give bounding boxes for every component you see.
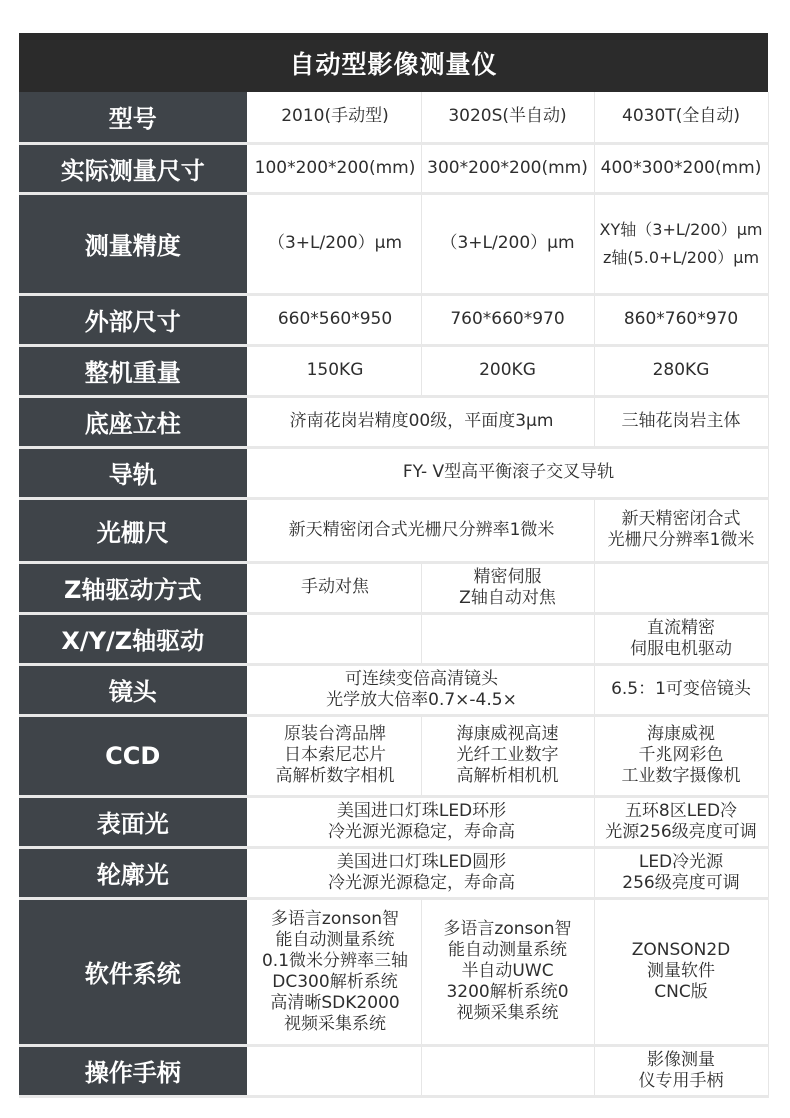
cell-value: 原装台湾品牌 日本索尼芯片 高解析数字相机 xyxy=(248,715,421,796)
row-z-drive xyxy=(19,562,768,613)
row-contour-light xyxy=(19,847,768,898)
cell-value xyxy=(421,613,594,664)
spec-table xyxy=(19,33,769,1098)
row-handle xyxy=(19,1045,768,1096)
table-title: 自动型影像测量仪 xyxy=(19,33,768,92)
cell-value: 多语言zonson智 能自动测量系统 半自动UWC 3200解析系统0 视频采集系统 xyxy=(421,898,594,1045)
cell-value: 海康威视 千兆网彩色 工业数字摄像机 xyxy=(594,715,768,796)
cell-value: 可连续变倍高清镜头 光学放大倍率0.7×-4.5× xyxy=(248,664,594,715)
cell-value: 精密伺服 Z轴自动对焦 xyxy=(421,562,594,613)
cell-value: 影像测量 仪专用手柄 xyxy=(594,1045,768,1096)
cell-value: 3020S(半自动) xyxy=(421,92,594,143)
row-label: 表面光 xyxy=(19,796,248,847)
cell-value: 400*300*200(mm) xyxy=(594,143,768,193)
cell-value: LED冷光源 256级亮度可调 xyxy=(594,847,768,898)
row-software xyxy=(19,898,768,1045)
cell-value: 150KG xyxy=(248,345,421,396)
row-label: 镜头 xyxy=(19,664,248,715)
row-label: 整机重量 xyxy=(19,345,248,396)
row-label: X/Y/Z轴驱动 xyxy=(19,613,248,664)
cell-value: 美国进口灯珠LED圆形 冷光源光源稳定，寿命高 xyxy=(248,847,594,898)
cell-value: 660*560*950 xyxy=(248,294,421,345)
cell-value: ZONSON2D 测量软件 CNC版 xyxy=(594,898,768,1045)
row-model xyxy=(19,92,768,143)
cell-value: 4030T(全自动) xyxy=(594,92,768,143)
cell-value: 五环8区LED冷 光源256级亮度可调 xyxy=(594,796,768,847)
row-label: 操作手柄 xyxy=(19,1045,248,1096)
row-weight xyxy=(19,345,768,396)
cell-value: 200KG xyxy=(421,345,594,396)
cell-value: XY轴（3+L/200）μm z轴(5.0+L/200）μm xyxy=(594,193,768,294)
title-row xyxy=(19,33,768,92)
cell-value xyxy=(248,1045,421,1096)
row-measure-size xyxy=(19,143,768,193)
row-label: 型号 xyxy=(19,92,248,143)
cell-value: 280KG xyxy=(594,345,768,396)
cell-value: 三轴花岗岩主体 xyxy=(594,396,768,447)
row-grating xyxy=(19,498,768,562)
cell-value: 300*200*200(mm) xyxy=(421,143,594,193)
cell-value: 美国进口灯珠LED环形 冷光源光源稳定，寿命高 xyxy=(248,796,594,847)
cell-value: 6.5：1可变倍镜头 xyxy=(594,664,768,715)
cell-value: 多语言zonson智 能自动测量系统 0.1微米分辨率三轴 DC300解析系统 高清晰SDK2000 视频采集系统 xyxy=(248,898,421,1045)
row-label: 光栅尺 xyxy=(19,498,248,562)
cell-value: 直流精密 伺服电机驱动 xyxy=(594,613,768,664)
row-xyz-drive xyxy=(19,613,768,664)
cell-value: FY- V型高平衡滚子交叉导轨 xyxy=(248,447,768,498)
cell-value xyxy=(248,613,421,664)
row-label: 底座立柱 xyxy=(19,396,248,447)
cell-value: 新天精密闭合式 光栅尺分辨率1微米 xyxy=(594,498,768,562)
row-surface-light xyxy=(19,796,768,847)
row-label: 软件系统 xyxy=(19,898,248,1045)
row-label: 轮廓光 xyxy=(19,847,248,898)
row-accuracy xyxy=(19,193,768,294)
cell-value: 100*200*200(mm) xyxy=(248,143,421,193)
cell-value: 新天精密闭合式光栅尺分辨率1微米 xyxy=(248,498,594,562)
cell-value xyxy=(594,562,768,613)
row-dimensions xyxy=(19,294,768,345)
cell-value xyxy=(421,1045,594,1096)
row-label: CCD xyxy=(19,715,248,796)
row-ccd xyxy=(19,715,768,796)
row-label: 外部尺寸 xyxy=(19,294,248,345)
cell-value: 济南花岗岩精度00级，平面度3μm xyxy=(248,396,594,447)
row-label: Z轴驱动方式 xyxy=(19,562,248,613)
cell-value: 手动对焦 xyxy=(248,562,421,613)
row-label: 导轨 xyxy=(19,447,248,498)
cell-value: （3+L/200）μm xyxy=(248,193,421,294)
row-base xyxy=(19,396,768,447)
row-label: 实际测量尺寸 xyxy=(19,143,248,193)
cell-value: 860*760*970 xyxy=(594,294,768,345)
cell-value: 760*660*970 xyxy=(421,294,594,345)
cell-value: （3+L/200）μm xyxy=(421,193,594,294)
cell-value: 海康威视高速 光纤工业数字 高解析相机机 xyxy=(421,715,594,796)
row-guide xyxy=(19,447,768,498)
cell-value: 2010(手动型) xyxy=(248,92,421,143)
row-label: 测量精度 xyxy=(19,193,248,294)
row-lens xyxy=(19,664,768,715)
